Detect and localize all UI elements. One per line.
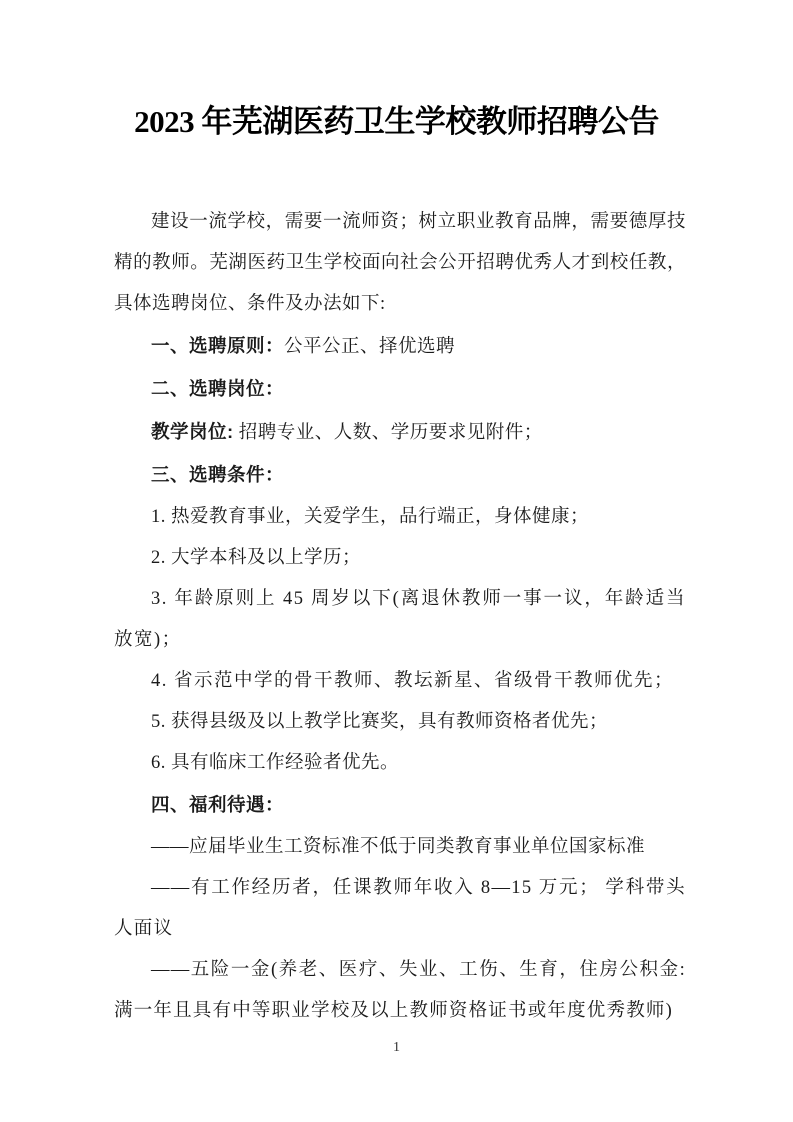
section-benefits-label: 四、福利待遇：: [151, 794, 285, 815]
section-heading-principles: [114, 325, 686, 368]
teaching-position-line: [114, 411, 686, 454]
benefit-item-2: ——有工作经历者，任课教师年收入 8—15 万元； 学科带头人面议: [114, 878, 686, 939]
benefit-item-3: ——五险一金(养老、医疗、失业、工伤、生育，住房公积金:满一年且具有中等职业学校及以上教师资格证书或年度优秀教师): [114, 960, 686, 1021]
document-body: [114, 202, 686, 1032]
page-number: 1: [393, 1040, 400, 1055]
document-title: 2023 年芜湖医药卫生学校教师招聘公告: [134, 104, 659, 139]
section-positions-label: 二、选聘岗位：: [151, 378, 285, 399]
condition-item-6: 6. 具有临床工作经验者优先。: [151, 753, 400, 773]
teaching-position-label: 教学岗位:: [151, 421, 234, 442]
condition-item-4: 4. 省示范中学的骨干教师、教坛新星、省级骨干教师优先；: [151, 671, 675, 691]
condition-item-2: 2. 大学本科及以上学历；: [151, 548, 362, 568]
section-heading-conditions: [114, 454, 686, 497]
section-heading-positions: [114, 368, 686, 411]
section-principles-text: 公平公正、择优选聘: [284, 337, 456, 357]
teaching-position-text: 招聘专业、人数、学历要求见附件；: [233, 423, 543, 443]
condition-item-1: 1. 热爱教育事业，关爱学生，品行端正，身体健康；: [151, 507, 590, 527]
condition-item-3: 3. 年龄原则上 45 周岁以下(离退休教师一事一议，年龄适当放宽)；: [114, 589, 686, 650]
condition-item-5: 5. 获得县级及以上教学比赛奖，具有教师资格者优先；: [151, 712, 609, 732]
section-principles-label: 一、选聘原则：: [151, 335, 285, 356]
benefit-item-1: ——应届毕业生工资标准不低于同类教育事业单位国家标准: [151, 837, 646, 857]
section-conditions-label: 三、选聘条件：: [151, 464, 285, 485]
section-heading-benefits: [114, 784, 686, 827]
intro-paragraph: 建设一流学校，需要一流师资；树立职业教育品牌，需要德厚技精的教师。芜湖医药卫生学校面向社会公开招聘优秀人才到校任教，具体选聘岗位、条件及办法如下:: [114, 212, 686, 314]
